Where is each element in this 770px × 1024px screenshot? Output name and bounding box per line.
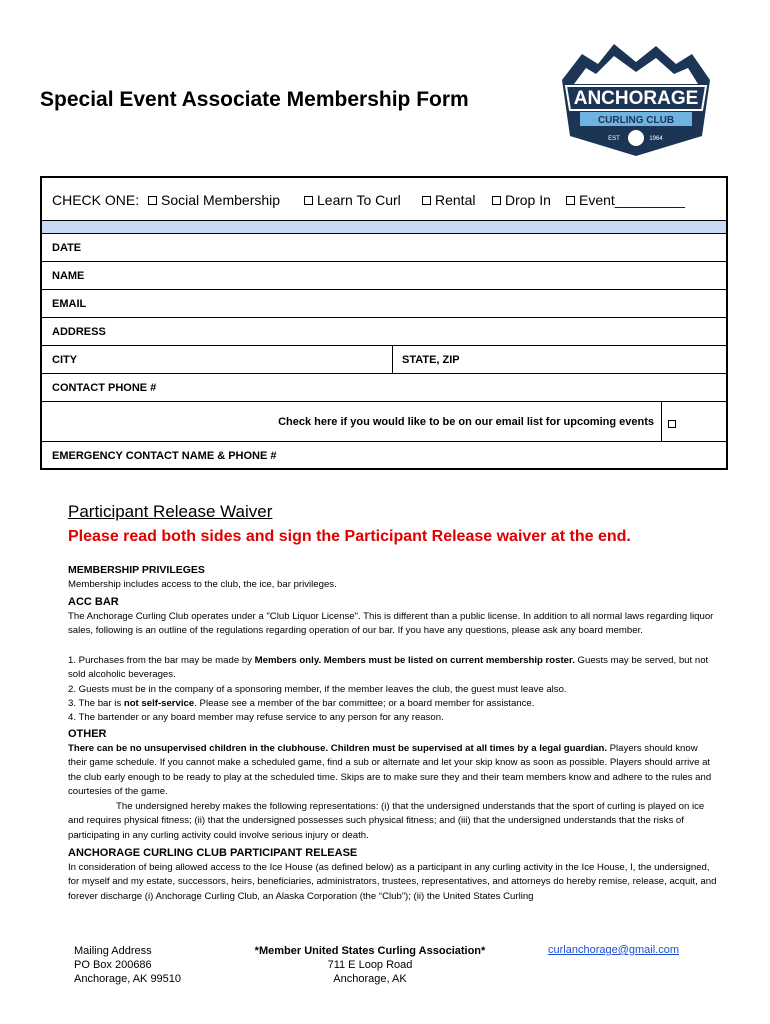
- option-social-membership[interactable]: Social Membership: [148, 192, 280, 208]
- anchorage-curling-club-logo: [552, 40, 720, 158]
- section-divider: [42, 220, 726, 234]
- waiver-notice: Please read both sides and sign the Participant Release waiver at the end.: [68, 528, 631, 545]
- address-field[interactable]: ADDRESS: [42, 318, 726, 346]
- emergency-contact-field[interactable]: EMERGENCY CONTACT NAME & PHONE #: [52, 450, 277, 462]
- privileges-heading: MEMBERSHIP PRIVILEGES: [68, 564, 205, 576]
- waiver-title: Participant Release Waiver: [68, 502, 273, 521]
- logo-est: EST: [608, 136, 620, 142]
- checkbox-icon[interactable]: [422, 196, 431, 205]
- logo-main-text: ANCHORAGE: [573, 88, 699, 109]
- checkbox-icon[interactable]: [304, 196, 313, 205]
- bar-rule-2: 2. Guests must be in the company of a sponsoring member, if the member leaves the club, the guest must leave also.: [68, 684, 567, 695]
- check-one-row: [42, 178, 726, 220]
- state-zip-field[interactable]: STATE, ZIP: [402, 354, 460, 366]
- bar-intro: The Anchorage Curling Club operates under a "Club Liquor License". This is different than a public license. In addition to all normal laws regarding liquor sales, following is an outline of the regulations regarding operation of our bar. If you have any questions, please ask any board member.: [68, 611, 714, 637]
- checkbox-icon[interactable]: [148, 196, 157, 205]
- logo-sub-text: CURLING CLUB: [597, 115, 675, 126]
- representations-text: The undersigned hereby makes the following representations: (i) that the undersigned understands that the sport of curling is played on ice and requires physical fitness; (ii) that the undersigned possesses such physical fitness; and (iii) that the undersigned understands that the risks of participating in any curling activity could involve serious injury or death.: [68, 801, 705, 841]
- checkbox-icon[interactable]: [492, 196, 501, 205]
- email-list-row: [42, 402, 726, 442]
- bar-rule-3: 3. The bar is not self-service. Please see a member of the bar committee; or a board member for assistance.: [68, 698, 535, 709]
- mailing-address: Mailing Address PO Box 200686 Anchorage, AK 99510: [74, 945, 182, 985]
- city-field[interactable]: CITY: [52, 354, 78, 366]
- date-field[interactable]: DATE: [42, 234, 726, 262]
- privileges-text: Membership includes access to the club, the ice, bar privileges.: [68, 579, 337, 590]
- release-text: In consideration of being allowed access to the Ice House (as defined below) as a participant in any curling activity in the Ice House, I, the undersigned, for myself and my estate, successors, heirs, beneficiaries, administrators, trustees, representatives, and attorneys do hereby remise, release, acquit, and forever discharge (i) Anchorage Curling Club, an Alaska Corporation (the “Club”); (ii) the United States Curling: [68, 862, 717, 902]
- checkbox-icon[interactable]: [566, 196, 575, 205]
- other-heading: OTHER: [68, 728, 107, 740]
- membership-form: [40, 176, 728, 470]
- other-text: There can be no unsupervised children in the clubhouse. Children must be supervised at all times by a legal guardian. Players should know their game schedule. If you cannot make a scheduled game, find a sub or alternate and let your skip know as soon as possible. Players should arrive at the club early enough to be ready to play at the scheduled time. Skips are to make sure they and their team members know and adhere to the rules and courtesies of the game.: [68, 743, 712, 798]
- name-field[interactable]: NAME: [42, 262, 726, 290]
- city-state-row: [42, 346, 726, 374]
- contact-phone-field[interactable]: CONTACT PHONE #: [42, 374, 726, 402]
- bar-rule-1: 1. Purchases from the bar may be made by Members only. Members must be listed on current membership roster. Guests may be served, but not sold alcoholic beverages.: [68, 655, 709, 681]
- page-title: Special Event Associate Membership Form: [40, 88, 469, 111]
- club-address: *Member United States Curling Association* 711 E Loop Road Anchorage, AK: [254, 945, 486, 985]
- logo-year: 1964: [649, 136, 663, 142]
- email-list-checkbox[interactable]: [668, 420, 676, 428]
- club-email-link[interactable]: curlanchorage@gmail.com: [548, 944, 680, 956]
- check-one-label: CHECK ONE:: [52, 192, 140, 208]
- option-rental[interactable]: Rental: [422, 192, 475, 208]
- email-field[interactable]: EMAIL: [42, 290, 726, 318]
- bar-rule-4: 4. The bartender or any board member may refuse service to any person for any reason.: [68, 712, 444, 723]
- option-drop-in[interactable]: Drop In: [492, 192, 551, 208]
- option-event[interactable]: Event_________: [566, 192, 685, 208]
- bar-heading: ACC BAR: [68, 596, 119, 608]
- option-learn-to-curl[interactable]: Learn To Curl: [304, 192, 401, 208]
- email-list-label: Check here if you would like to be on our email list for upcoming events: [278, 416, 654, 428]
- release-heading: ANCHORAGE CURLING CLUB PARTICIPANT RELEASE: [68, 847, 358, 859]
